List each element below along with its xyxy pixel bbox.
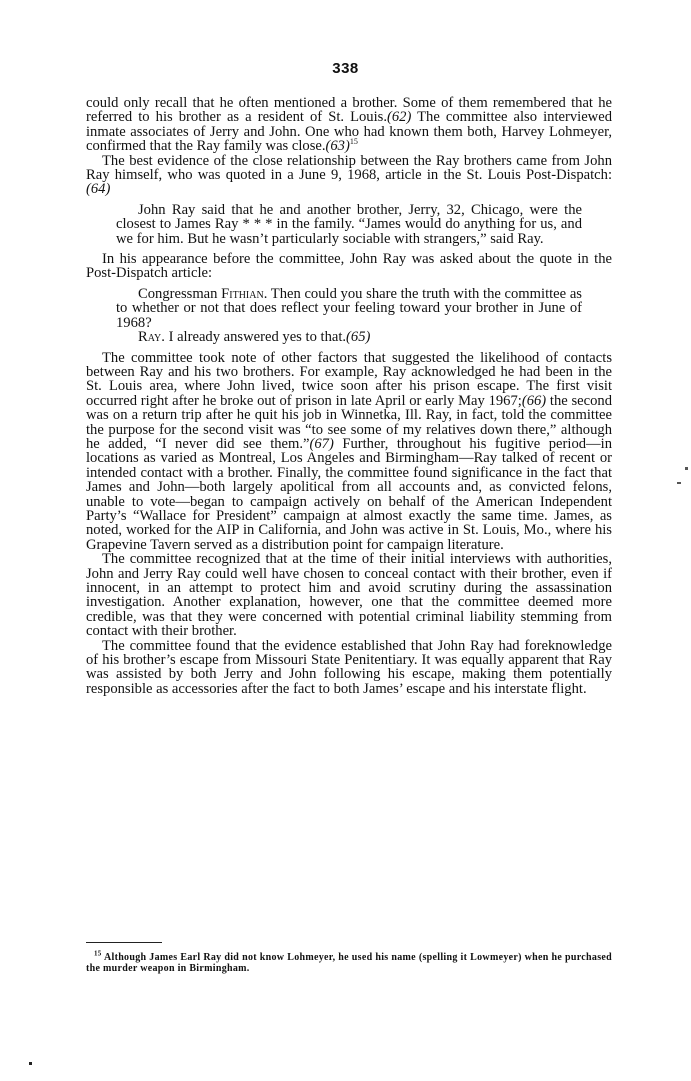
question-text: . Then could you share the truth with the committee as to whether or not that does reflect your feeling toward your brother in June of 1968? — [116, 285, 582, 331]
footnote-text: Although James Earl Ray did not know Lohmeyer, he used his name (spelling it Lowmeyer) when he purchased the murder weapon in Birmingham. — [86, 952, 612, 974]
newspaper-quote — [116, 203, 582, 246]
paragraph-recognized: The committee recognized that at the time of their initial interviews with authorities, John and Jerry Ray could well have chosen to conceal contact with their brother, even if innocent, in an attempt to protect him and avoid scrutiny during the assassination investigation. Another explanation, however, one that the committee deemed more credible, was that they were concerned with potential criminal liability stemming from contact with their brother. — [86, 551, 612, 640]
scan-artifact-dot — [29, 1062, 32, 1065]
scan-artifact-mark — [677, 482, 681, 484]
speaker-name-ray: Ray — [138, 329, 162, 346]
paragraph-finding: The committee found that the evidence established that John Ray had foreknowledge of his brother’s escape from Missouri State Penitentiary. It was equally apparent that Ray was assisted by both Jerry and John following his escape, making them potentially responsible as accessories after the fact to both James’ escape and his interstate flight. — [86, 637, 612, 697]
paragraph-other-factors — [86, 351, 612, 553]
body-text — [86, 96, 612, 696]
paragraph-text: The committee took note of other factors that suggested the likelihood of contacts between Ray and his two brothers. For example, Ray acknowledged he had been in the St. Louis area, where John lived, twice soon after his prison escape. The first visit occurred right after he broke out of prison in late April or early May 1967; — [86, 349, 612, 409]
scan-artifact-mark — [685, 467, 688, 470]
speaker-name-fithian: Fithian — [221, 285, 264, 302]
paragraph-continued — [86, 96, 612, 154]
paragraph-text: the second was on a return trip after he quit his job in Winnetka, Ill. Ray, in fact, told the committee the purpose for the second visit was “to see some of my relatives down there,” although he added, “I never did see them.” — [86, 392, 613, 452]
reference-66: (66) — [521, 392, 547, 409]
page-number: 338 — [332, 60, 359, 77]
testimony-excerpt — [116, 287, 582, 345]
testimony-question — [116, 287, 582, 330]
reference-65: (65) — [346, 329, 371, 346]
paragraph-best-evidence — [86, 154, 612, 197]
quote-text: John Ray said that he and another brother, Jerry, 32, Chicago, were the closest to James Ray * * * in the family. “James would do anything for us, and we for him. But he wasn’t particularly sociable with strangers,” said Ray. — [116, 201, 582, 247]
footnote-number: 15 — [94, 949, 102, 958]
footnote-mark: 15 — [349, 137, 358, 147]
footnote-15 — [86, 949, 612, 974]
testimony-answer — [116, 330, 582, 344]
footnote-divider — [86, 942, 162, 943]
reference-62: (62) — [386, 109, 412, 126]
paragraph-text: The committee also interviewed inmate associates of Jerry and John. One who had known them both, Harvey Lohmeyer, confirmed that the Ray family was close. — [86, 109, 612, 155]
paragraph-text: Further, throughout his fugitive period—in locations as varied as Montreal, Los Angeles and Birmingham—Ray talked of recent or intended contact with a brother. Finally, the committee found significance in the fact that James and John—both largely apolitical from all accounts and, as convicted felons, unable to vote—began to campaign actively on behalf of the American Independent Party’s “Wallace for President” campaign at almost exactly the same time. James, as noted, worked for the AIP in California, and John was active in St. Louis, Mo., where his Grapevine Tavern served as a distribution point for campaign literature. — [86, 435, 612, 553]
answer-text: . I already answered yes to that. — [161, 329, 347, 346]
paragraph-appearance: In his appearance before the committee, John Ray was asked about the quote in the Post-Dispatch article: — [86, 251, 612, 282]
reference-67: (67) — [309, 435, 334, 452]
speaker-title: Congressman — [138, 285, 222, 302]
reference-63: (63) — [325, 138, 350, 155]
paragraph-text: The best evidence of the close relationship between the Ray brothers came from John Ray himself, who was quoted in a June 9, 1968, article in the St. Louis Post-Dispatch: — [86, 152, 612, 184]
paragraph-text: could only recall that he often mentioned a brother. Some of them remembered that he referred to his brother as a resident of St. Louis. — [86, 95, 612, 126]
reference-64: (64) — [86, 181, 111, 198]
